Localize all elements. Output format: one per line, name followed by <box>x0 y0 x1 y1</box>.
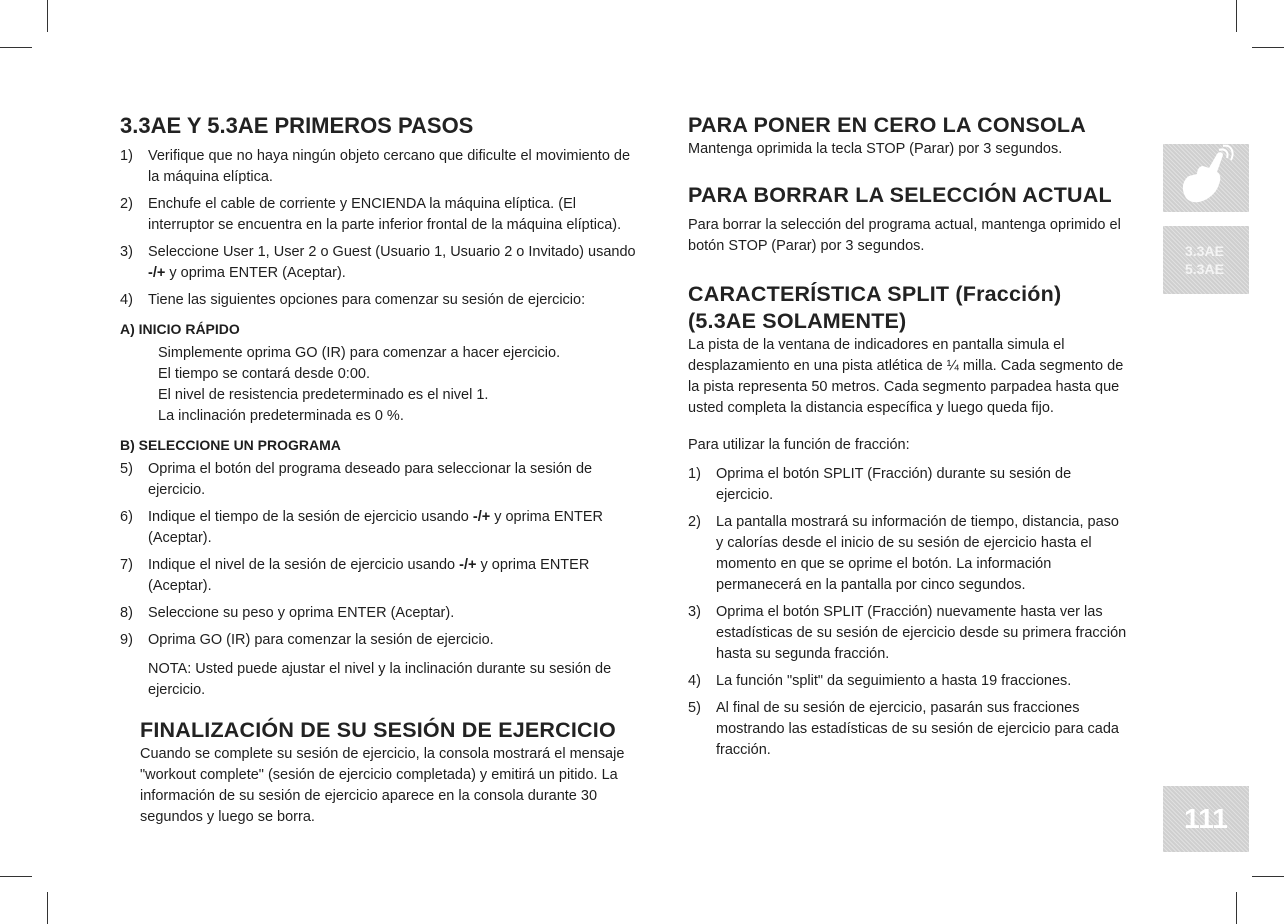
list-item <box>120 603 640 624</box>
step-text: Seleccione User 1, User 2 o Guest (Usuario 1, Usuario 2 o Invitado) usando <box>148 244 636 260</box>
crop-mark <box>1236 0 1237 32</box>
list-item <box>120 555 640 597</box>
right-column <box>688 112 1128 767</box>
crop-mark <box>0 876 32 877</box>
list-item <box>688 512 1128 596</box>
crop-mark <box>1252 47 1284 48</box>
split-steps <box>688 464 1128 761</box>
split-intro: Para utilizar la función de fracción: <box>688 437 910 453</box>
page-number-tab <box>1163 786 1249 852</box>
quick-start-line: El nivel de resistencia predeterminado es el nivel 1. <box>158 387 489 403</box>
quick-start-line: El tiempo se contará desde 0:00. <box>158 366 370 382</box>
select-program-heading: B) SELECCIONE UN PROGRAMA <box>120 437 341 453</box>
crop-mark <box>47 892 48 924</box>
list-item <box>688 671 1128 692</box>
model-label: 5.3AE <box>1185 261 1224 277</box>
page-number: 111 <box>1184 803 1228 834</box>
getting-started-steps <box>120 146 640 311</box>
step-text: La función "split" da seguimiento a hasta 19 fracciones. <box>716 673 1072 689</box>
crop-mark <box>0 47 32 48</box>
model-label: 3.3AE <box>1185 243 1224 259</box>
model-tab <box>1163 226 1249 294</box>
finish-section <box>120 717 640 828</box>
step-number: 1) <box>120 148 133 164</box>
key-label: -/+ <box>148 265 166 281</box>
step-number: 6) <box>120 509 133 525</box>
list-item <box>120 242 640 284</box>
step-text: Tiene las siguientes opciones para comenzar su sesión de ejercicio: <box>148 292 586 308</box>
step-text: y oprima ENTER (Aceptar). <box>148 557 590 594</box>
step-text: Oprima el botón SPLIT (Fracción) nuevamente hasta ver las estadísticas de su sesión de ejercicio desde su primera fracción hasta su segunda fracción. <box>716 604 1127 662</box>
step-text: Verifique que no haya ningún objeto cercano que dificulte el movimiento de la máquina elíptica. <box>148 148 631 185</box>
list-item <box>688 698 1128 761</box>
step-number: 9) <box>120 632 133 648</box>
hand-pointer-icon <box>1163 144 1249 212</box>
key-label: -/+ <box>472 509 491 525</box>
step-number: 7) <box>120 557 133 573</box>
key-label: -/+ <box>459 557 477 573</box>
quick-start-heading: A) INICIO RÁPIDO <box>120 321 240 337</box>
split-description: La pista de la ventana de indicadores en pantalla simula el desplazamiento en una pista atlética de ¼ milla. Cada segmento de la pista representa 50 metros. Cada segmento parpadea hasta que usted completa la distancia específica y luego queda fijo. <box>688 337 1124 416</box>
quick-start-line: Simplemente oprima GO (IR) para comenzar a hacer ejercicio. <box>158 345 561 361</box>
finish-text: Cuando se complete su sesión de ejercicio, la consola mostrará el mensaje "workout complete" (sesión de ejercicio completada) y emitirá un pitido. La información de su sesión de ejercicio aparece en la consola durante 30 segundos y luego se borra. <box>140 746 625 825</box>
step-text: Al final de su sesión de ejercicio, pasarán sus fracciones mostrando las estadísticas de su sesión de ejercicio para cada fracción. <box>716 700 1119 758</box>
select-program-steps <box>120 459 640 651</box>
split-subheading: (5.3AE SOLAMENTE) <box>688 309 907 333</box>
crop-mark <box>47 0 48 32</box>
step-number: 4) <box>688 673 701 689</box>
getting-started-heading: 3.3AE Y 5.3AE PRIMEROS PASOS <box>120 113 474 138</box>
step-text: Indique el tiempo de la sesión de ejercicio usando <box>148 509 473 525</box>
step-number: 3) <box>688 604 701 620</box>
note-text: NOTA: Usted puede ajustar el nivel y la inclinación durante su sesión de ejercicio. <box>148 661 612 698</box>
reset-console-text: Mantenga oprimida la tecla STOP (Parar) por 3 segundos. <box>688 141 1063 157</box>
left-column <box>120 112 640 828</box>
step-text: Indique el nivel de la sesión de ejercicio usando <box>148 557 460 573</box>
list-item <box>120 194 640 236</box>
clear-selection-text: Para borrar la selección del programa actual, mantenga oprimido el botón STOP (Parar) por 3 segundos. <box>688 217 1121 254</box>
list-item <box>688 602 1128 665</box>
list-item <box>120 507 640 549</box>
list-item <box>120 290 640 311</box>
step-text: Oprima GO (IR) para comenzar la sesión de ejercicio. <box>148 632 494 648</box>
step-text: Seleccione su peso y oprima ENTER (Aceptar). <box>148 605 455 621</box>
list-item <box>120 630 640 651</box>
step-number: 2) <box>120 196 133 212</box>
quick-start-line: La inclinación predeterminada es 0 %. <box>158 408 404 424</box>
section-tab-icon <box>1163 144 1249 212</box>
finish-heading: FINALIZACIÓN DE SU SESIÓN DE EJERCICIO <box>140 718 616 742</box>
quick-start-text <box>120 343 640 427</box>
step-text: y oprima ENTER (Aceptar). <box>165 265 346 281</box>
step-number: 2) <box>688 514 701 530</box>
step-text: Enchufe el cable de corriente y ENCIENDA la máquina elíptica. (El interruptor se encuentra en la parte inferior frontal de la máquina elíptica). <box>148 196 622 233</box>
step-text: Oprima el botón SPLIT (Fracción) durante su sesión de ejercicio. <box>716 466 1072 503</box>
step-number: 8) <box>120 605 133 621</box>
step-number: 4) <box>120 292 133 308</box>
list-item <box>120 459 640 501</box>
step-number: 3) <box>120 244 133 260</box>
list-item <box>120 146 640 188</box>
crop-mark <box>1252 876 1284 877</box>
list-item <box>688 464 1128 506</box>
step-number: 5) <box>120 461 133 477</box>
step-text: La pantalla mostrará su información de tiempo, distancia, paso y calorías desde el inicio de su sesión de ejercicio hasta el momento en que se oprime el botón. La información permanecerá en la pantalla por cinco segundos. <box>716 514 1119 593</box>
step-text: Oprima el botón del programa deseado para seleccionar la sesión de ejercicio. <box>148 461 593 498</box>
split-heading: CARACTERÍSTICA SPLIT (Fracción) <box>688 282 1062 306</box>
clear-selection-heading: PARA BORRAR LA SELECCIÓN ACTUAL <box>688 183 1112 207</box>
reset-console-heading: PARA PONER EN CERO LA CONSOLA <box>688 113 1086 137</box>
step-text: y oprima ENTER (Aceptar). <box>148 509 603 546</box>
crop-mark <box>1236 892 1237 924</box>
step-number: 1) <box>688 466 701 482</box>
step-number: 5) <box>688 700 701 716</box>
